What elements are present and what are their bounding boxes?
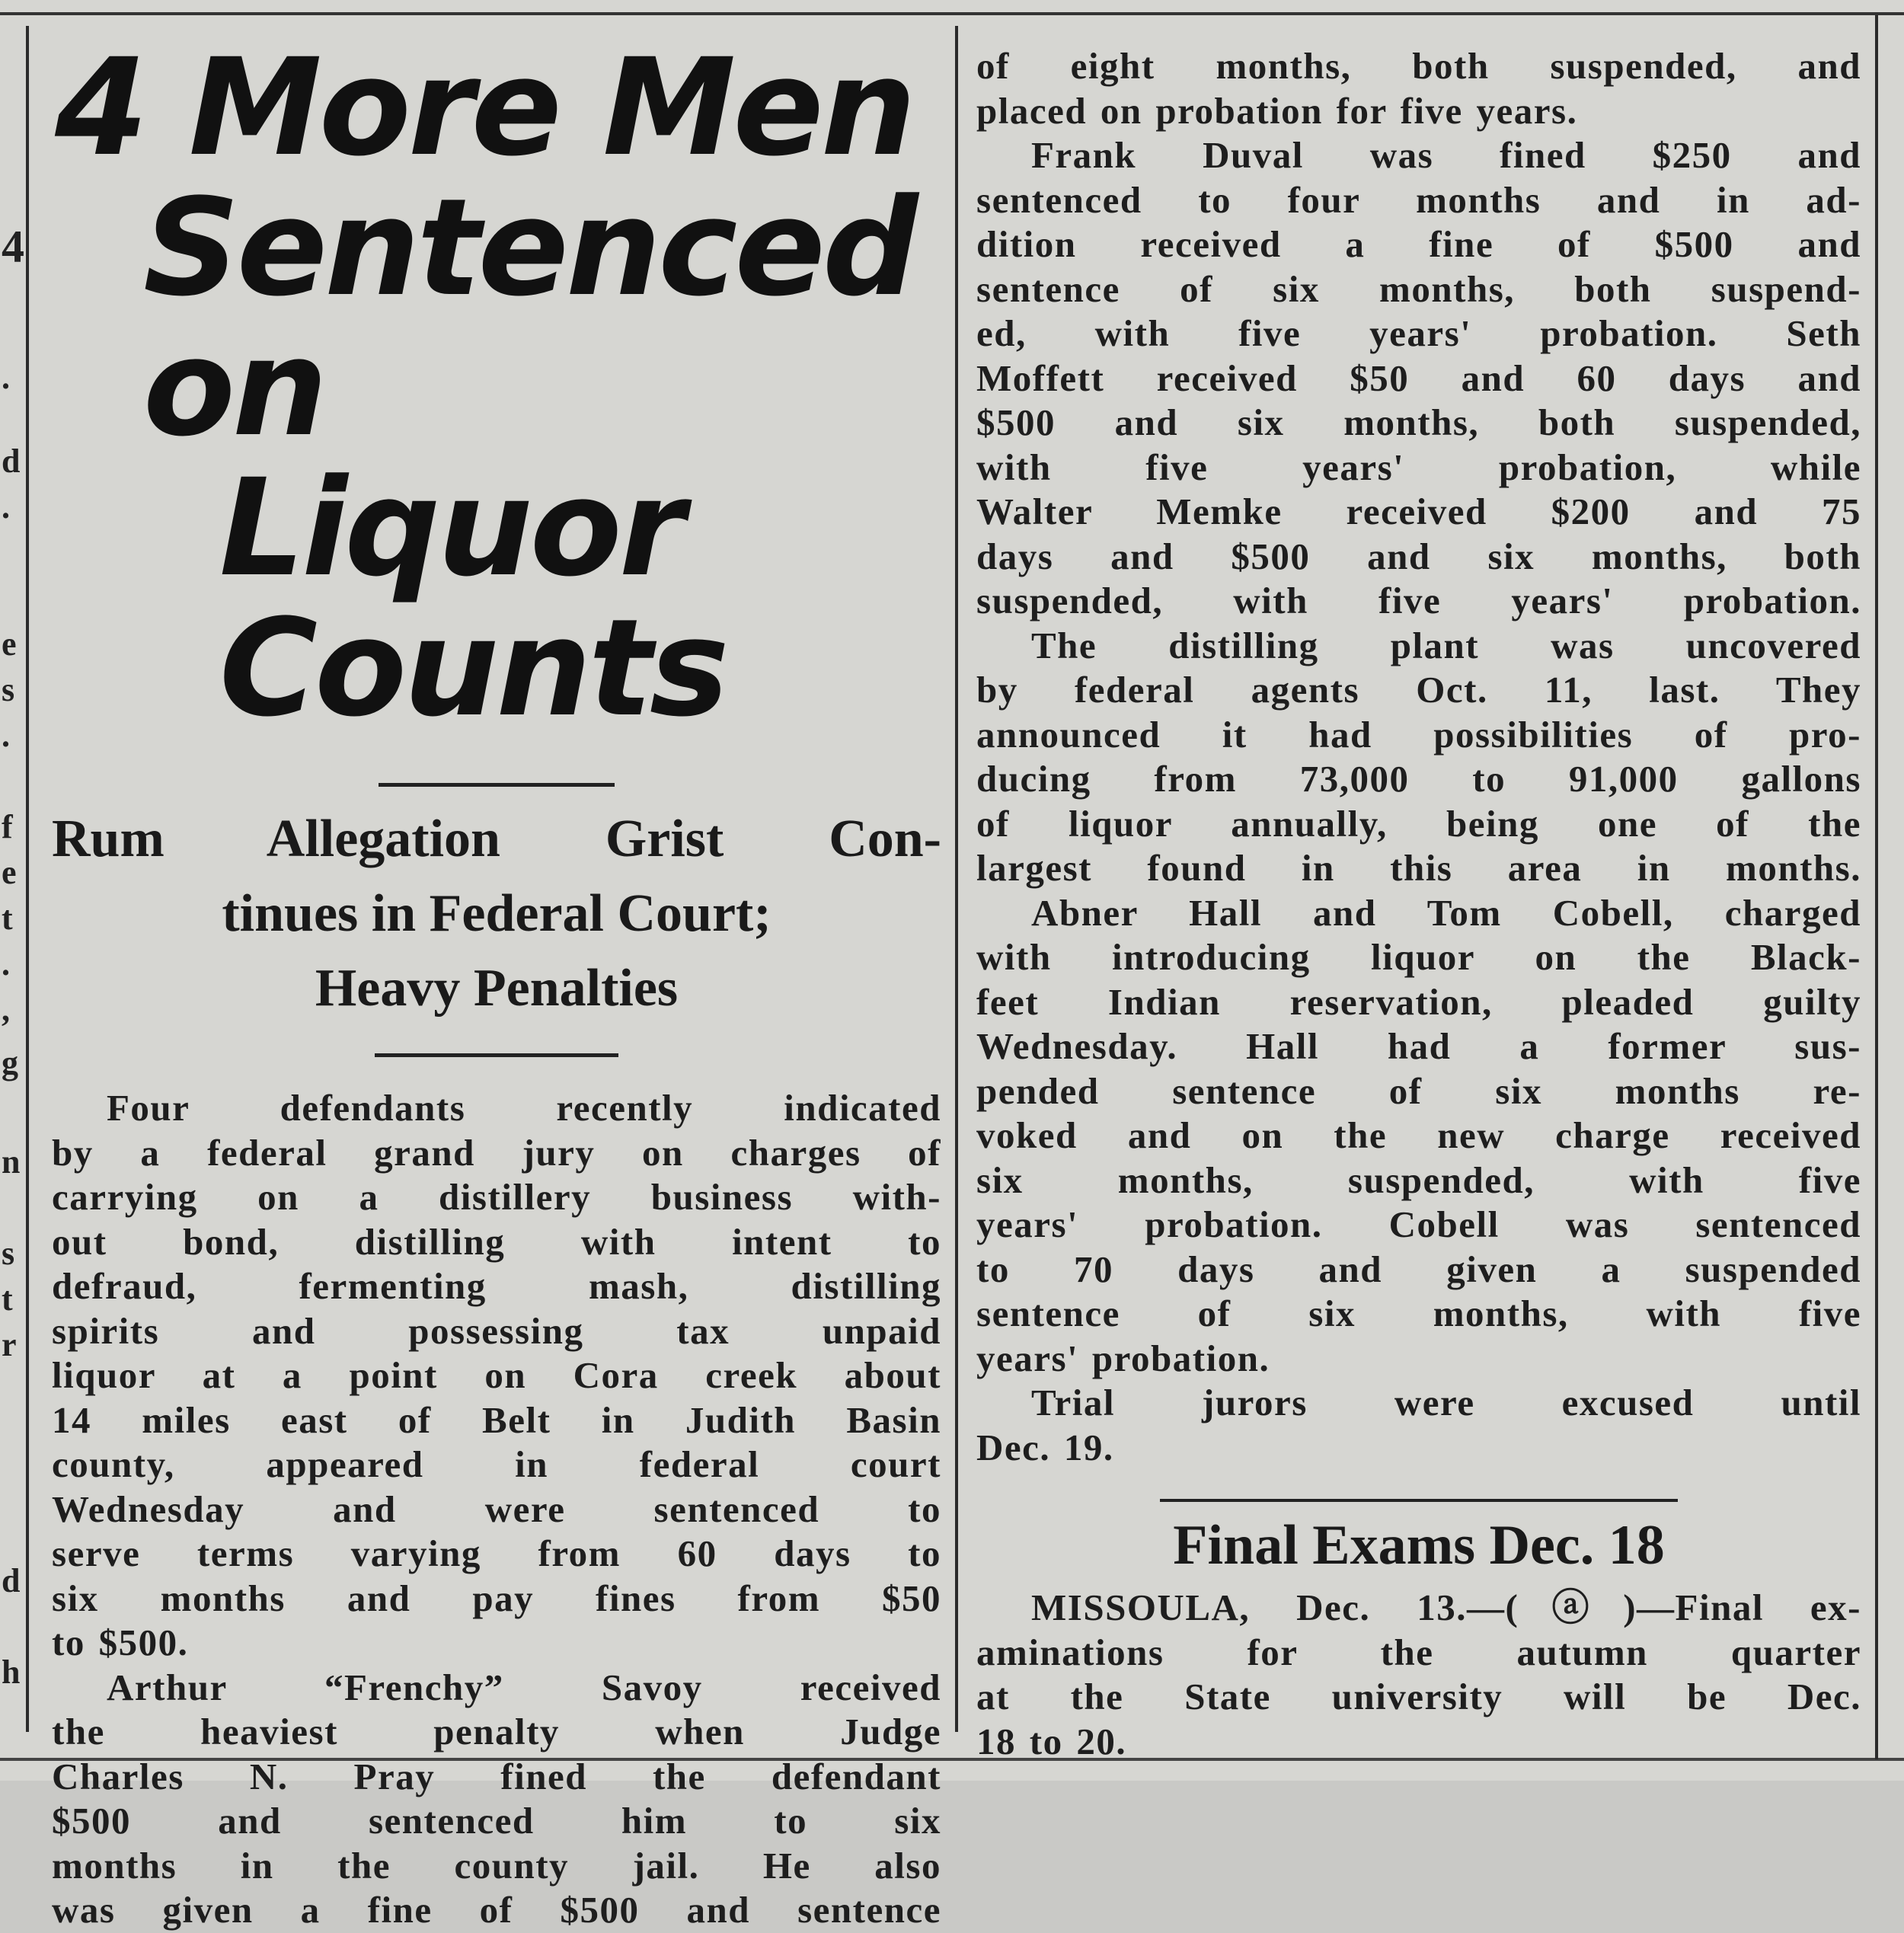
fragment-char: g bbox=[2, 1044, 18, 1082]
body-line: days and $500 and six months, both bbox=[976, 535, 1861, 577]
deck-line-3: Heavy Penalties bbox=[315, 959, 679, 1018]
fragment-char: n bbox=[2, 1143, 21, 1181]
headline-line-3: Liquor Counts bbox=[219, 450, 727, 746]
body-line: Wednesday and were sentenced to bbox=[52, 1487, 941, 1530]
body-line: to $500. bbox=[52, 1621, 189, 1663]
brief-line: MISSOULA, Dec. 13.—(ⓐ)—Final ex- bbox=[1031, 1586, 1861, 1628]
body-line: sentenced to four months and in ad- bbox=[976, 178, 1861, 221]
body-line: six months, suspended, with five bbox=[976, 1158, 1861, 1201]
body-line: $500 and six months, both suspended, bbox=[976, 401, 1861, 443]
body-line: pended sentence of six months re- bbox=[976, 1069, 1861, 1112]
body-line: carrying on a distillery business with- bbox=[52, 1176, 941, 1218]
fragment-char: 4 bbox=[2, 222, 24, 272]
headline-line-1: 4 More Men bbox=[55, 30, 914, 186]
body-line: of eight months, both suspended, and bbox=[976, 45, 1861, 87]
body-line: by federal agents Oct. 11, last. They bbox=[976, 669, 1861, 711]
body-line: with introducing liquor on the Black- bbox=[976, 936, 1861, 978]
article-body-left bbox=[52, 1086, 941, 1933]
fragment-char: , bbox=[2, 991, 10, 1028]
body-line: months in the county jail. He also bbox=[52, 1844, 941, 1887]
brief-body bbox=[976, 1586, 1861, 1764]
body-line: six months and pay fines from $50 bbox=[52, 1577, 941, 1619]
body-line: sentence of six months, both suspend- bbox=[976, 267, 1861, 310]
body-line: Walter Memke received $200 and 75 bbox=[976, 490, 1861, 532]
body-line: announced it had possibilities of pro- bbox=[976, 713, 1861, 756]
brief-line: 18 to 20. bbox=[976, 1720, 1127, 1762]
brief-line: aminations for the autumn quarter bbox=[976, 1631, 1861, 1673]
body-line: Trial jurors were excused until bbox=[1031, 1382, 1861, 1423]
fragment-char: . bbox=[2, 359, 10, 396]
body-line: the heaviest penalty when Judge bbox=[52, 1711, 941, 1752]
body-line: feet Indian reservation, pleaded guilty bbox=[976, 980, 1861, 1023]
fragment-char: d bbox=[2, 1562, 21, 1599]
body-line: county, appeared in federal court bbox=[52, 1443, 941, 1485]
headline-line-2: Sentenced on bbox=[143, 170, 915, 466]
deck-line-1: Rum Allegation Grist Con- bbox=[52, 810, 941, 868]
body-line: ducing from 73,000 to 91,000 gallons bbox=[976, 758, 1861, 800]
article-headline bbox=[52, 30, 941, 746]
body-line: years' probation. bbox=[976, 1337, 1270, 1379]
fragment-char: t bbox=[2, 1280, 13, 1318]
body-line: out bond, distilling with intent to bbox=[52, 1220, 941, 1263]
adjacent-column-fragment bbox=[0, 0, 24, 1781]
body-line: of liquor annually, being one of the bbox=[976, 802, 1861, 845]
brief-line: at the State university will be Dec. bbox=[976, 1676, 1861, 1717]
body-line: largest found in this area in months. bbox=[976, 847, 1861, 889]
body-line: Wednesday. Hall had a former sus- bbox=[976, 1025, 1861, 1067]
body-line: Frank Duval was fined $250 and bbox=[1031, 134, 1861, 176]
body-line: to 70 days and given a suspended bbox=[976, 1248, 1861, 1290]
fragment-char: e bbox=[2, 854, 17, 891]
brief-headline: Final Exams Dec. 18 bbox=[1173, 1514, 1665, 1577]
body-line: placed on probation for five years. bbox=[976, 89, 1578, 132]
fragment-char: s bbox=[2, 1235, 15, 1272]
deck-divider bbox=[375, 1053, 618, 1057]
body-line: serve terms varying from 60 days to bbox=[52, 1532, 941, 1574]
body-line: Dec. 19. bbox=[976, 1426, 1114, 1468]
deck-line-2: tinues in Federal Court; bbox=[222, 884, 772, 943]
fragment-char: . bbox=[2, 717, 10, 754]
body-line: spirits and possessing tax unpaid bbox=[52, 1309, 941, 1352]
body-line: Arthur “Frenchy” Savoy received bbox=[107, 1666, 941, 1708]
fragment-char: s bbox=[2, 671, 15, 708]
body-line: Charles N. Pray fined the defendant bbox=[52, 1755, 941, 1797]
article-column-right bbox=[976, 38, 1861, 1764]
body-line: Abner Hall and Tom Cobell, charged bbox=[1031, 891, 1861, 934]
article-deck bbox=[52, 802, 941, 1026]
body-line: years' probation. Cobell was sentenced bbox=[976, 1203, 1861, 1245]
fragment-char: t bbox=[2, 899, 13, 937]
fragment-char: . bbox=[2, 488, 10, 526]
body-line: 14 miles east of Belt in Judith Basin bbox=[52, 1398, 941, 1441]
fragment-char: r bbox=[2, 1326, 17, 1363]
body-line: ed, with five years' probation. Seth bbox=[976, 312, 1861, 354]
body-line: defraud, fermenting mash, distilling bbox=[52, 1265, 941, 1307]
fragment-char: . bbox=[2, 945, 10, 982]
body-line: sentence of six months, with five bbox=[976, 1292, 1861, 1334]
body-line: $500 and sentenced him to six bbox=[52, 1800, 941, 1842]
body-line: by a federal grand jury on charges of bbox=[52, 1131, 941, 1174]
body-line: was given a fine of $500 and sentence bbox=[52, 1889, 941, 1931]
brief-divider bbox=[1160, 1499, 1678, 1502]
article-column-left bbox=[52, 30, 941, 1933]
fragment-char: f bbox=[2, 808, 13, 845]
fragment-char: e bbox=[2, 625, 17, 663]
body-line: voked and on the new charge received bbox=[976, 1114, 1861, 1156]
center-column-rule bbox=[955, 26, 958, 1732]
body-line: with five years' probation, while bbox=[976, 446, 1861, 488]
top-rule bbox=[0, 12, 1904, 15]
left-column-rule bbox=[26, 26, 29, 1732]
right-column-rule bbox=[1875, 15, 1878, 1759]
headline-divider bbox=[379, 783, 615, 787]
body-line: Moffett received $50 and 60 days and bbox=[976, 356, 1861, 399]
body-line: Four defendants recently indicated bbox=[107, 1087, 941, 1129]
article-body-right bbox=[976, 44, 1861, 1470]
body-line: The distilling plant was uncovered bbox=[1031, 624, 1861, 666]
body-line: suspended, with five years' probation. bbox=[976, 580, 1861, 621]
fragment-char: d bbox=[2, 443, 21, 480]
fragment-char: h bbox=[2, 1653, 21, 1691]
body-line: liquor at a point on Cora creek about bbox=[52, 1354, 941, 1396]
body-line: dition received a fine of $500 and bbox=[976, 223, 1861, 265]
